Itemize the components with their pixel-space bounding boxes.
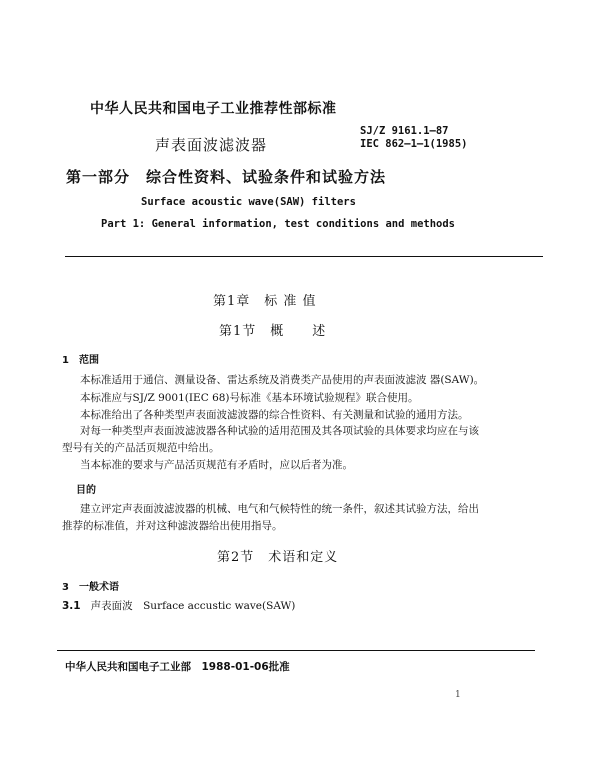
clause-heading-purpose: 目的 (76, 485, 96, 496)
paragraph: 当本标准的要求与产品活页规范有矛盾时，应以后者为准。 (80, 459, 353, 471)
paragraph: 本标准应与SJ/Z 9001(IEC 68)号标准《基本环境试验规程》联合使用。 (80, 392, 419, 404)
term-text: 声表面波 Surface accustic wave(SAW) (90, 600, 296, 612)
section-heading-overview: 第1节 概 述 (219, 324, 327, 339)
section-heading-terms: 第2节 术语和定义 (217, 550, 339, 565)
subtitle-chinese: 第一部分 综合性资料、试验条件和试验方法 (66, 168, 387, 186)
term-number: 3.1 (62, 600, 81, 612)
clause-heading-scope: 1 范围 (62, 355, 99, 366)
standard-code: SJ/Z 9161.1—87 (360, 125, 449, 137)
clause-heading-general-terms: 3 一般术语 (62, 582, 119, 593)
subtitle-english: Part 1: General information, test conditions and methods (101, 218, 456, 230)
standard-body-heading: 中华人民共和国电子工业推荐性部标准 (90, 101, 337, 117)
iec-code: IEC 862—1—1(1985) (360, 138, 468, 150)
footer-divider (57, 650, 535, 651)
paragraph: 本标准适用于通信、测量设备、雷达系统及消费类产品使用的声表面波滤波 器(SAW)。 (80, 374, 485, 386)
chapter-heading: 第1章 标 准 值 (213, 294, 317, 309)
paragraph: 推荐的标准值，并对这种滤波器给出使用指导。 (62, 520, 283, 532)
paragraph: 建立评定声表面波滤波器的机械、电气和气候特性的统一条件，叙述其试验方法，给出 (80, 503, 479, 515)
paragraph: 本标准给出了各种类型声表面波滤波器的综合性资料、有关测量和试验的通用方法。 (80, 409, 469, 421)
title-english: Surface acoustic wave(SAW) filters (141, 196, 356, 208)
approval-footer: 中华人民共和国电子工业部 1988-01-06批准 (65, 661, 290, 673)
paragraph: 型号有关的产品活页规范中给出。 (62, 442, 220, 454)
term-definition (62, 598, 295, 613)
header-divider (65, 256, 543, 257)
paragraph: 对每一种类型声表面波滤波器各种试验的适用范围及其各项试验的具体要求均应在与该 (80, 425, 479, 437)
page-number: 1 (455, 690, 461, 700)
title-chinese: 声表面波滤波器 (155, 136, 268, 154)
